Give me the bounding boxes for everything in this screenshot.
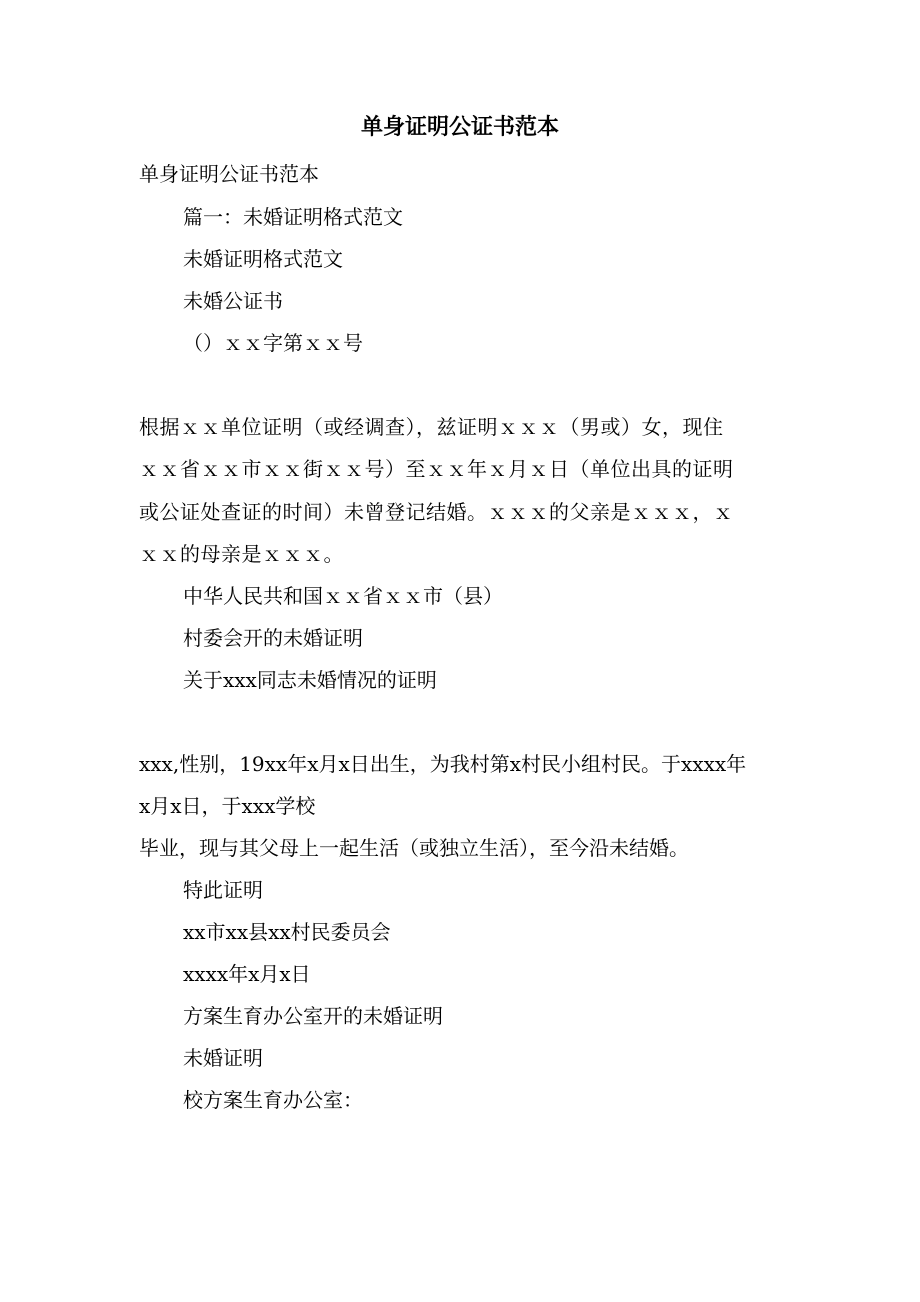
doc-line-village-heading: 村委会开的未婚证明: [183, 626, 363, 650]
doc-line-subtitle: 单身证明公证书范本: [139, 162, 319, 186]
doc-line-office-heading: 方案生育办公室开的未婚证明: [183, 1004, 443, 1028]
doc-line-certify: 特此证明: [183, 878, 263, 902]
doc-line-office-title: 未婚证明: [183, 1046, 263, 1070]
doc-line-issuer: 中华人民共和国ｘｘ省ｘｘ市（县）: [183, 584, 503, 608]
doc-line-date: xxxx年x月x日: [183, 962, 311, 986]
doc-line-heading: 未婚证明格式范文: [183, 247, 343, 271]
doc-line-cert-number: （）ｘｘ字第ｘｘ号: [183, 331, 363, 355]
doc-line-cert-name: 未婚公证书: [183, 289, 283, 313]
doc-line-body-2: ｘｘ省ｘｘ市ｘｘ街ｘｘ号）至ｘｘ年ｘ月ｘ日（单位出具的证明: [139, 457, 734, 481]
doc-line-office-addressee: 校方案生育办公室：: [183, 1088, 363, 1112]
doc-line-body-1: 根据ｘｘ单位证明（或经调查），兹证明ｘｘｘ（男或）女，现住: [139, 415, 724, 439]
doc-line-village-body-3: 毕业，现与其父母上一起生活（或独立生活），至今沿未结婚。: [139, 836, 689, 860]
doc-line-body-3: 或公证处查证的时间）未曾登记结婚。ｘｘｘ的父亲是ｘｘｘ，ｘ: [139, 500, 734, 524]
doc-line-body-4: ｘｘ的母亲是ｘｘｘ。: [139, 542, 344, 566]
doc-line-committee: xx市xx县xx村民委员会: [183, 920, 391, 944]
doc-line-village-body-1: xxx,性别，19xx年x月x日出生，为我村第x村民小组村民。于xxxx年: [139, 752, 747, 776]
doc-line-section-heading: 篇一：未婚证明格式范文: [183, 205, 403, 229]
doc-line-village-title: 关于xxx同志未婚情况的证明: [183, 668, 437, 692]
doc-line-village-body-2: x月x日，于xxx学校: [139, 794, 316, 818]
document-title: 单身证明公证书范本: [360, 114, 559, 140]
